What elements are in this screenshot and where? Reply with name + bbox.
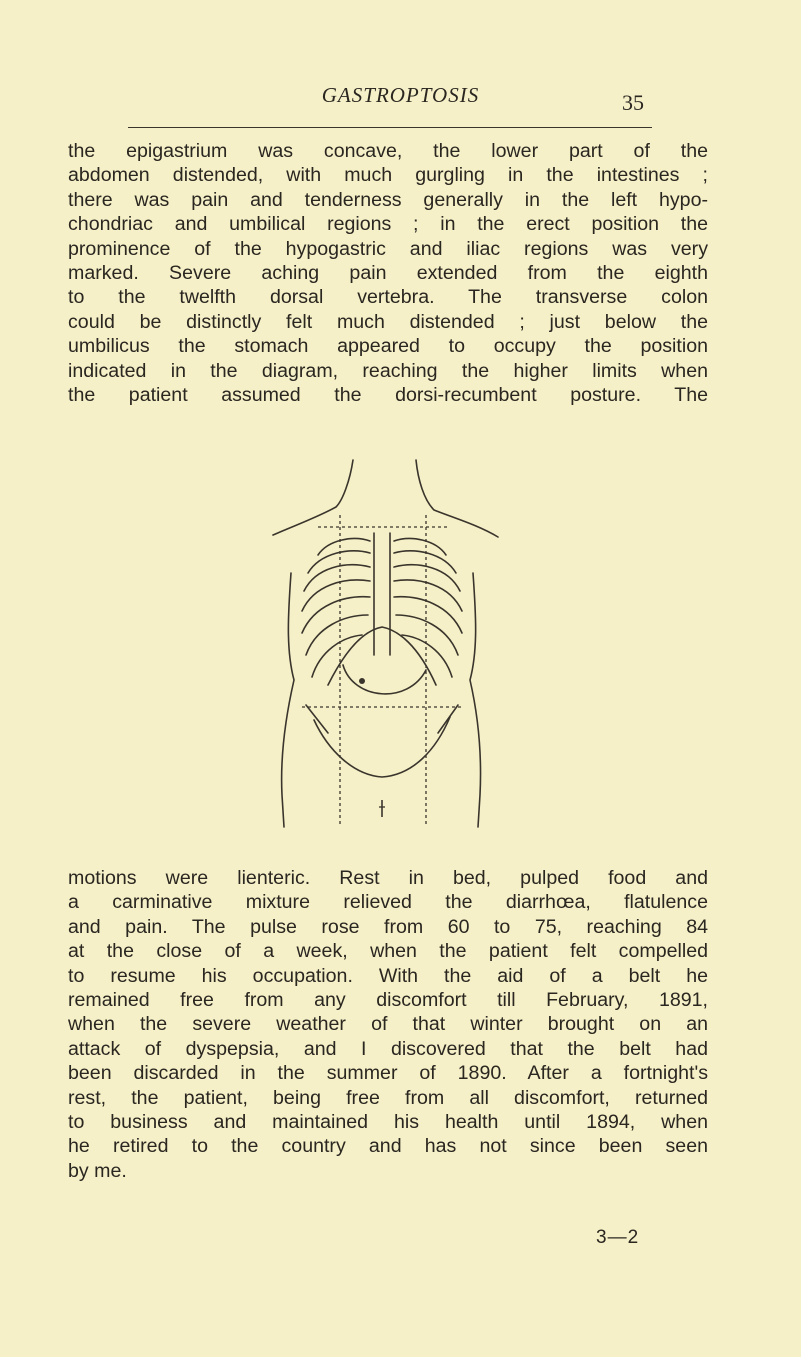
text-line: the patient assumed the dorsi-recumbent posture. The (68, 384, 708, 407)
text-line: remained free from any discomfort till February, 1891, (68, 989, 708, 1012)
text-line: when the severe weather of that winter brought on an (68, 1013, 708, 1036)
text-line: chondriac and umbilical regions ; in the erect position the (68, 213, 708, 236)
text-line: could be distinctly felt much distended ; just below the (68, 310, 708, 333)
text-line: by me. (68, 1159, 127, 1182)
text-line: rest, the patient, being free from all discomfort, returned (68, 1086, 708, 1109)
text-line: and pain. The pulse rose from 60 to 75, reaching 84 (68, 915, 708, 938)
text-line: at the close of a week, when the patient felt compelled (68, 940, 708, 963)
text-line: marked. Severe aching pain extended from the eighth (68, 262, 708, 285)
text-line: to resume his occupation. With the aid of a belt he (68, 964, 708, 987)
paragraph-1 (68, 139, 708, 407)
page-number: 35 (622, 90, 644, 115)
text-line: umbilicus the stomach appeared to occupy the position (68, 335, 708, 358)
text-line: been discarded in the summer of 1890. After a fortnight's (68, 1062, 708, 1085)
text-line: to the twelfth dorsal vertebra. The transverse colon (68, 286, 708, 309)
text-line: indicated in the diagram, reaching the higher limits when (68, 359, 708, 382)
running-title: GASTROPTOSIS (321, 83, 480, 107)
text-line: motions were lienteric. Rest in bed, pulped food and (68, 867, 708, 889)
text-line: attack of dyspepsia, and I discovered that the belt had (68, 1037, 708, 1060)
text-line: he retired to the country and has not since been seen (68, 1135, 708, 1158)
text-line: there was pain and tenderness generally in the left hypo- (68, 188, 708, 211)
text-line: to business and maintained his health until 1894, when (68, 1111, 708, 1134)
text-line: a carminative mixture relieved the diarrhœa, flatulence (68, 891, 708, 914)
trunk-outline-illustration (258, 455, 508, 847)
text-line: prominence of the hypogastric and iliac regions was very (68, 237, 708, 260)
text-line: the epigastrium was concave, the lower part of the (68, 140, 708, 162)
paragraph-2 (68, 866, 708, 1183)
signature-mark: 3—2 (596, 1227, 640, 1248)
header-rule (128, 127, 652, 128)
stomach-position-diagram (258, 455, 508, 847)
text-line: abdomen distended, with much gurgling in the intestines ; (68, 164, 708, 187)
